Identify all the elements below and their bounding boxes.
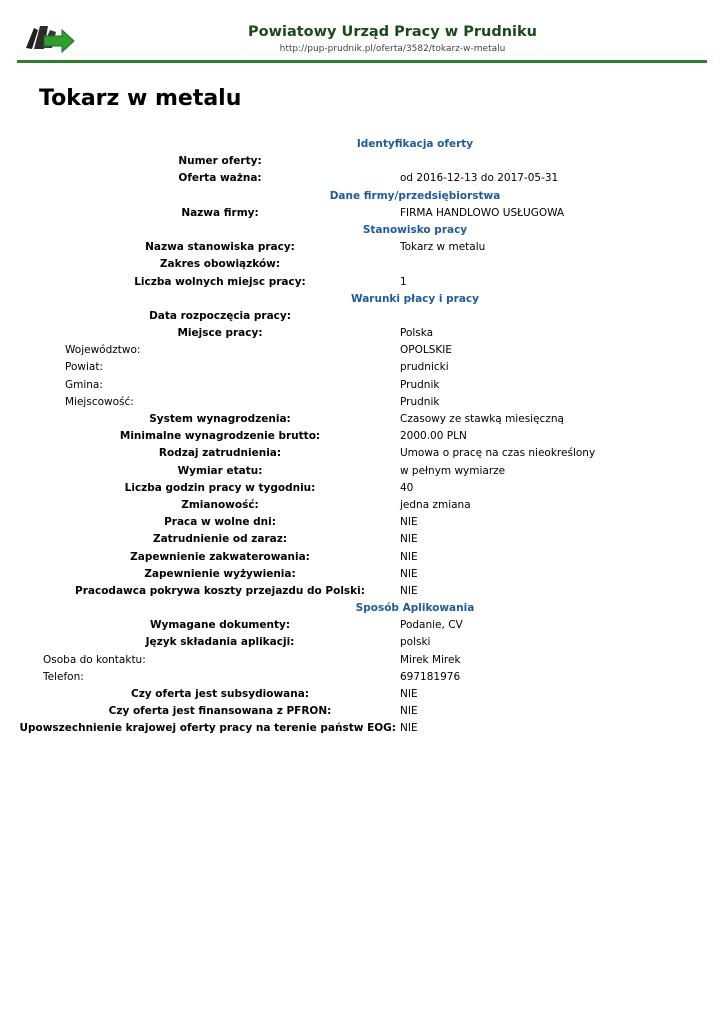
detail-label: Upowszechnienie krajowej oferty pracy na terenie państw EOG: bbox=[19, 722, 396, 735]
detail-row bbox=[0, 445, 725, 462]
detail-label: Zmianowość: bbox=[181, 498, 259, 511]
detail-row bbox=[0, 686, 725, 703]
page-title: Tokarz w metalu bbox=[39, 86, 242, 111]
detail-value: NIE bbox=[400, 722, 418, 735]
detail-label: Język składania aplikacji: bbox=[145, 636, 295, 649]
detail-label: Oferta ważna: bbox=[178, 172, 262, 185]
section-heading: Stanowisko pracy bbox=[362, 223, 468, 236]
detail-row bbox=[0, 325, 725, 342]
detail-label: Województwo: bbox=[65, 344, 141, 357]
detail-value: Prudnik bbox=[400, 395, 440, 408]
detail-row bbox=[0, 205, 725, 222]
detail-label: Miejsce pracy: bbox=[177, 327, 263, 340]
detail-label: Gmina: bbox=[65, 378, 103, 391]
detail-row bbox=[0, 308, 725, 325]
detail-value: NIE bbox=[400, 688, 418, 700]
detail-row bbox=[0, 428, 725, 445]
detail-label: Liczba wolnych miejsc pracy: bbox=[134, 275, 306, 288]
site-url[interactable]: http://pup-prudnik.pl/oferta/3582/tokarz-w-metalu bbox=[279, 44, 506, 54]
detail-label: Zatrudnienie od zaraz: bbox=[152, 533, 288, 546]
detail-row bbox=[0, 342, 725, 359]
site-title: Powiatowy Urząd Pracy w Prudniku bbox=[248, 24, 537, 40]
detail-row bbox=[0, 274, 725, 291]
detail-value: NIE bbox=[400, 705, 418, 718]
header-divider bbox=[17, 60, 707, 63]
detail-label: Powiat: bbox=[65, 361, 103, 374]
section-heading: Warunki płacy i pracy bbox=[351, 292, 479, 305]
detail-label: Nazwa firmy: bbox=[181, 206, 259, 219]
detail-value: NIE bbox=[400, 533, 418, 546]
section-heading: Sposób Aplikowania bbox=[355, 602, 475, 615]
detail-label: Minimalne wynagrodzenie brutto: bbox=[119, 430, 321, 443]
detail-row bbox=[0, 359, 725, 376]
detail-row bbox=[0, 531, 725, 548]
detail-label: Numer oferty: bbox=[178, 155, 262, 168]
detail-row bbox=[0, 256, 725, 273]
detail-label: Nazwa stanowiska pracy: bbox=[145, 241, 295, 254]
detail-row bbox=[0, 411, 725, 428]
detail-label: Praca w wolne dni: bbox=[164, 516, 276, 529]
detail-row bbox=[0, 549, 725, 566]
detail-value: NIE bbox=[400, 550, 418, 563]
detail-label: Pracodawca pokrywa koszty przejazdu do Polski: bbox=[75, 584, 365, 597]
detail-row bbox=[0, 617, 725, 634]
detail-label: System wynagrodzenia: bbox=[149, 413, 291, 425]
page-header bbox=[0, 0, 725, 64]
detail-label: Wymiar etatu: bbox=[177, 464, 263, 477]
offer-details bbox=[0, 136, 725, 738]
detail-row bbox=[0, 170, 725, 187]
detail-value: 1 bbox=[400, 275, 407, 288]
detail-value: Umowa o pracę na czas nieokreślony bbox=[400, 447, 596, 460]
detail-value: Prudnik bbox=[400, 378, 440, 391]
detail-label: Zapewnienie wyżywienia: bbox=[144, 567, 296, 580]
detail-label: Data rozpoczęcia pracy: bbox=[149, 309, 291, 322]
detail-label: Wymagane dokumenty: bbox=[149, 619, 291, 632]
detail-row bbox=[0, 566, 725, 583]
detail-value: NIE bbox=[400, 516, 418, 529]
detail-label: Osoba do kontaktu: bbox=[43, 653, 146, 666]
detail-value: Podanie, CV bbox=[400, 619, 463, 632]
detail-label: Telefon: bbox=[43, 670, 84, 683]
detail-value: od 2016-12-13 do 2017-05-31 bbox=[400, 172, 559, 185]
detail-row bbox=[0, 514, 725, 531]
detail-row bbox=[0, 153, 725, 170]
detail-value: prudnicki bbox=[400, 361, 449, 374]
detail-row bbox=[0, 652, 725, 669]
detail-value: 40 bbox=[400, 481, 414, 494]
detail-value: 2000.00 PLN bbox=[400, 430, 467, 443]
detail-value: w pełnym wymiarze bbox=[400, 464, 506, 477]
detail-value: FIRMA HANDLOWO USŁUGOWA bbox=[400, 206, 565, 219]
detail-value: OPOLSKIE bbox=[400, 344, 452, 357]
detail-row bbox=[0, 720, 725, 737]
detail-value: polski bbox=[400, 636, 431, 649]
detail-value: Tokarz w metalu bbox=[400, 241, 486, 254]
detail-label: Liczba godzin pracy w tygodniu: bbox=[124, 481, 316, 494]
detail-label: Czy oferta jest subsydiowana: bbox=[130, 688, 309, 700]
detail-label: Zakres obowiązków: bbox=[159, 258, 281, 271]
detail-value: 697181976 bbox=[400, 670, 461, 683]
detail-value: Mirek Mirek bbox=[400, 653, 461, 666]
detail-row bbox=[0, 583, 725, 600]
detail-row bbox=[0, 480, 725, 497]
detail-row bbox=[0, 377, 725, 394]
detail-value: jedna zmiana bbox=[400, 498, 471, 511]
detail-value: Polska bbox=[400, 327, 434, 340]
detail-row bbox=[0, 669, 725, 686]
detail-row bbox=[0, 463, 725, 480]
detail-label: Zapewnienie zakwaterowania: bbox=[130, 550, 310, 563]
detail-row bbox=[0, 634, 725, 651]
section-heading: Dane firmy/przedsiębiorstwa bbox=[329, 189, 501, 202]
detail-value: NIE bbox=[400, 584, 418, 597]
detail-row bbox=[0, 394, 725, 411]
detail-row bbox=[0, 703, 725, 720]
detail-value: NIE bbox=[400, 567, 418, 580]
detail-label: Czy oferta jest finansowana z PFRON: bbox=[108, 705, 332, 718]
detail-row bbox=[0, 239, 725, 256]
detail-label: Rodzaj zatrudnienia: bbox=[158, 447, 282, 460]
detail-value: Czasowy ze stawką miesięczną bbox=[400, 413, 564, 425]
detail-row bbox=[0, 497, 725, 514]
section-heading: Identyfikacja oferty bbox=[356, 138, 474, 150]
detail-label: Miejscowość: bbox=[65, 395, 134, 408]
